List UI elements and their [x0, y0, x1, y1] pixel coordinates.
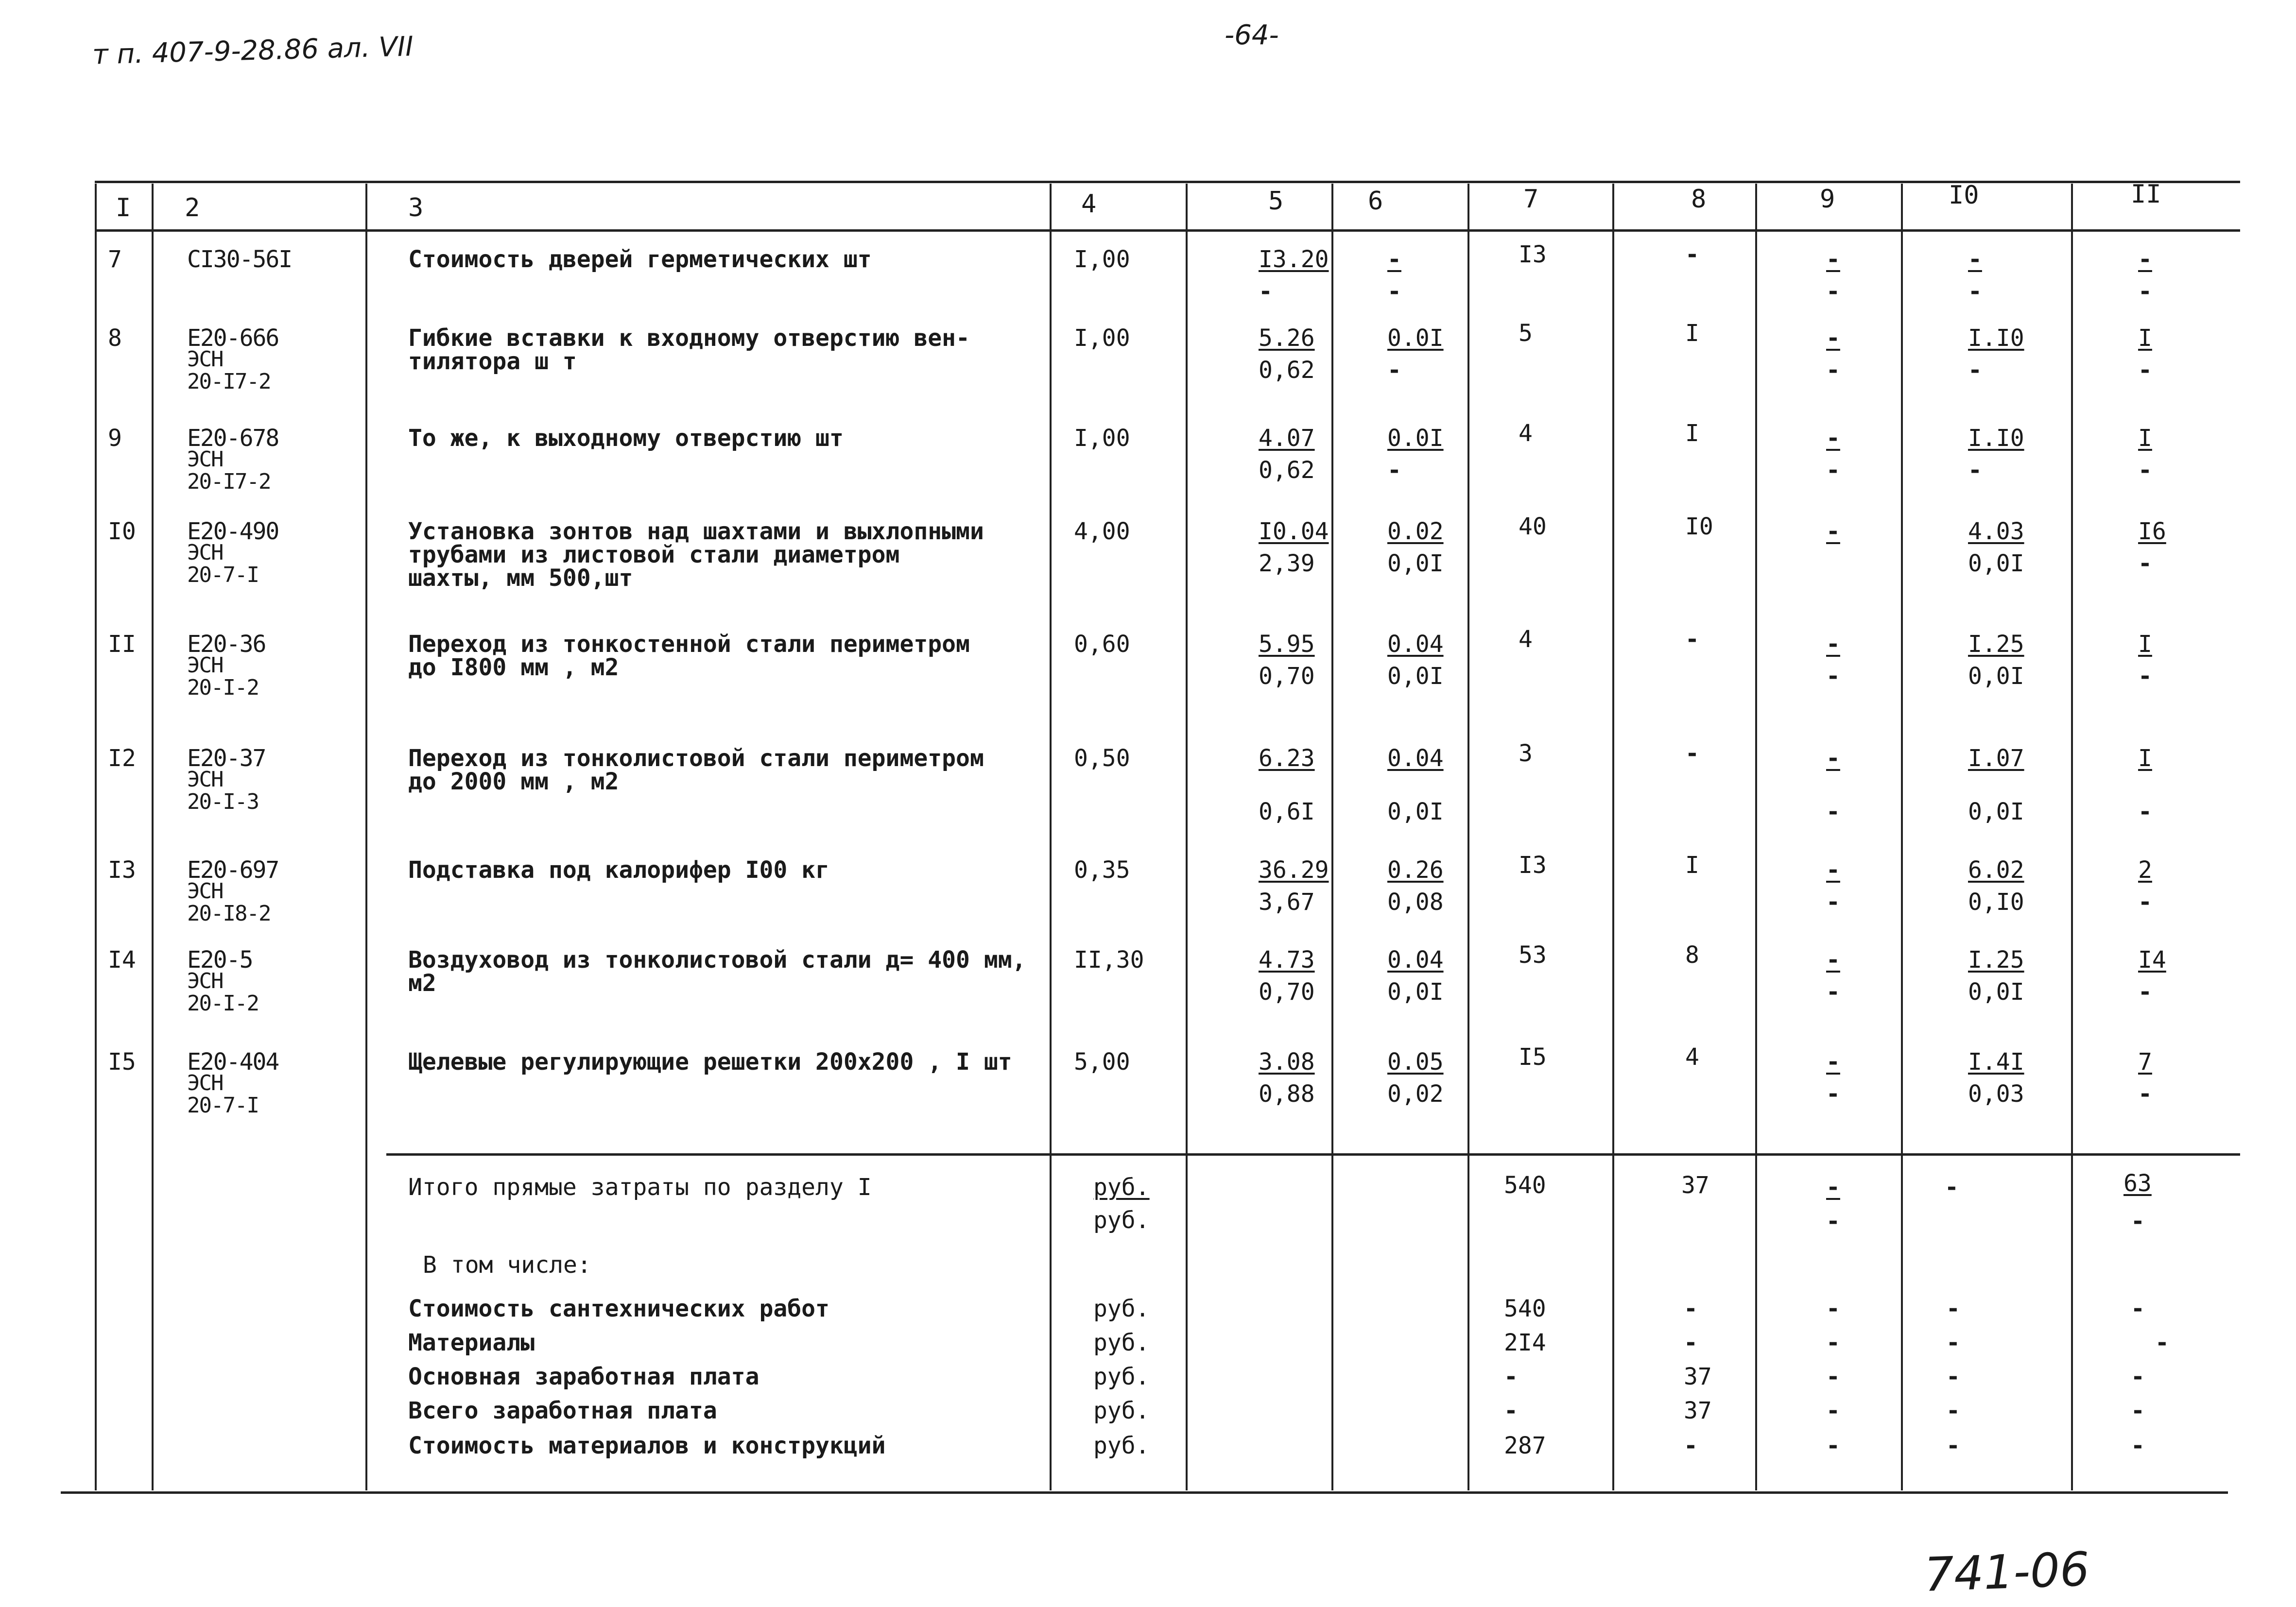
- quantity: II,30: [1074, 946, 1144, 974]
- summary-line-c11: -: [2131, 1397, 2145, 1424]
- c6-value-bottom: 0,0I: [1387, 663, 1444, 690]
- summary-line-label: Основная заработная плата: [408, 1363, 760, 1390]
- c7-value: I3: [1519, 852, 1547, 879]
- summary-total-c9-top: -: [1826, 1174, 1840, 1201]
- row-number: 7: [108, 246, 122, 273]
- summary-line-c11: -: [2131, 1363, 2145, 1390]
- col-border-1: [152, 184, 154, 1490]
- row-number: I0: [108, 518, 136, 545]
- item-code-ref: ЭСН: [187, 969, 223, 993]
- c10-value-top: 6.02: [1968, 856, 2024, 884]
- c7-value: I3: [1519, 241, 1547, 268]
- item-description: до I800 мм , м2: [408, 654, 619, 681]
- item-code: Е20-490: [187, 518, 279, 545]
- c9-value-top: -: [1826, 325, 1840, 352]
- item-code-ref: ЭСН: [187, 447, 223, 472]
- c10-value-top: I.25: [1968, 946, 2024, 974]
- summary-line-c11: -: [2131, 1295, 2145, 1322]
- col-border-4: [1186, 184, 1188, 1490]
- row-number: I5: [108, 1048, 136, 1076]
- c5-value-bottom: -: [1259, 278, 1273, 305]
- item-description: Подставка под калорифер I00 кг: [408, 856, 829, 884]
- header-bottom-border: [95, 229, 2240, 232]
- c9-value-bottom: -: [1826, 278, 1840, 305]
- c6-value-top: -: [1387, 246, 1401, 273]
- col-header-11: II: [2131, 180, 2161, 209]
- summary-line-label: Всего заработная плата: [408, 1397, 717, 1424]
- row-number: II: [108, 631, 136, 658]
- quantity: 0,35: [1074, 856, 1130, 884]
- c10-value-top: I.I0: [1968, 325, 2024, 352]
- c11-value-bottom: -: [2138, 889, 2152, 916]
- c11-value-bottom: -: [2138, 798, 2152, 825]
- summary-total-c7: 540: [1504, 1172, 1546, 1199]
- c8-value: 4: [1685, 1043, 1699, 1071]
- c5-value-top: I3.20: [1259, 246, 1329, 273]
- item-code-ref: ЭСН: [187, 1071, 223, 1095]
- c5-value-top: 5.95: [1259, 631, 1315, 658]
- c6-value-top: 0.26: [1387, 856, 1444, 884]
- c8-value: I0: [1685, 513, 1713, 540]
- summary-line-c9: -: [1826, 1432, 1840, 1459]
- c11-value-top: I: [2138, 631, 2152, 658]
- c6-value-bottom: 0,08: [1387, 889, 1444, 916]
- c9-value-bottom: -: [1826, 663, 1840, 690]
- c6-value-top: 0.0I: [1387, 425, 1444, 452]
- document-reference: т п. 407-9-28.86 ал. VII: [92, 31, 414, 71]
- c6-value-bottom: -: [1387, 357, 1401, 384]
- c10-value-top: -: [1968, 246, 1982, 273]
- item-code-ref: ЭСН: [187, 347, 223, 372]
- item-description: То же, к выходному отверстию шт: [408, 425, 844, 452]
- summary-line-c10: -: [1946, 1295, 1960, 1322]
- item-description: м2: [408, 970, 436, 997]
- summary-line-c10: -: [1946, 1329, 1960, 1356]
- summary-line-label: Материалы: [408, 1329, 535, 1356]
- summary-total-c8: 37: [1681, 1172, 1709, 1199]
- item-description: шахты, мм 500,шт: [408, 564, 633, 592]
- c7-value: 40: [1519, 513, 1547, 540]
- c10-value-bottom: 0,0I: [1968, 663, 2024, 690]
- col-header-9: 9: [1820, 185, 1835, 214]
- c6-value-bottom: -: [1387, 457, 1401, 484]
- c9-value-bottom: -: [1826, 457, 1840, 484]
- c6-value-bottom: 0,0I: [1387, 798, 1444, 825]
- row-number: I4: [108, 946, 136, 974]
- item-description: до 2000 мм , м2: [408, 768, 619, 795]
- c11-value-bottom: -: [2138, 1080, 2152, 1108]
- quantity: I,00: [1074, 425, 1130, 452]
- c10-value-bottom: 0,0I: [1968, 798, 2024, 825]
- summary-line-c8: -: [1684, 1432, 1698, 1459]
- summary-total-unit-1: руб.: [1093, 1174, 1150, 1201]
- c5-value-bottom: 0,62: [1259, 357, 1315, 384]
- c5-value-top: 4.07: [1259, 425, 1315, 452]
- c5-value-bottom: 0,70: [1259, 978, 1315, 1006]
- summary-line-c8: -: [1684, 1295, 1698, 1322]
- summary-line-c9: -: [1826, 1397, 1840, 1424]
- c9-value-bottom: -: [1826, 798, 1840, 825]
- c10-value-top: I.07: [1968, 745, 2024, 772]
- c10-value-bottom: -: [1968, 278, 1982, 305]
- col-header-2: 2: [185, 193, 200, 222]
- row-number: 9: [108, 425, 122, 452]
- c6-value-top: 0.0I: [1387, 325, 1444, 352]
- item-code: Е20-37: [187, 745, 266, 772]
- c11-value-bottom: -: [2138, 457, 2152, 484]
- item-code: Е20-666: [187, 325, 279, 352]
- col-header-6: 6: [1368, 187, 1383, 216]
- item-code-ref: ЭСН: [187, 879, 223, 904]
- summary-line-c10: -: [1946, 1432, 1960, 1459]
- summary-total-c11-bottom: -: [2131, 1208, 2145, 1235]
- c7-value: 4: [1519, 420, 1533, 447]
- c5-value-top: 4.73: [1259, 946, 1315, 974]
- summary-line-c7: 2I4: [1504, 1329, 1546, 1356]
- c11-value-top: -: [2138, 246, 2152, 273]
- quantity: 4,00: [1074, 518, 1130, 545]
- c10-value-top: I.4I: [1968, 1048, 2024, 1076]
- c6-value-top: 0.04: [1387, 745, 1444, 772]
- col-header-7: 7: [1523, 185, 1539, 214]
- summary-line-unit: руб.: [1093, 1329, 1150, 1356]
- col-header-3: 3: [408, 193, 424, 222]
- c9-value-top: -: [1826, 425, 1840, 452]
- c6-value-top: 0.04: [1387, 631, 1444, 658]
- c5-value-bottom: 2,39: [1259, 550, 1315, 577]
- item-description: Гибкие вставки к входному отверстию вен-: [408, 325, 970, 352]
- c11-value-top: I: [2138, 325, 2152, 352]
- item-code-ref: 20-I8-2: [187, 901, 271, 926]
- summary-total-unit-2: руб.: [1093, 1207, 1150, 1234]
- c9-value-bottom: -: [1826, 889, 1840, 916]
- item-code-ref: 20-7-I: [187, 1093, 259, 1118]
- c7-value: I5: [1519, 1043, 1547, 1071]
- summary-line-unit: руб.: [1093, 1432, 1150, 1459]
- summary-total-c10: -: [1945, 1174, 1959, 1201]
- c11-value-top: I: [2138, 425, 2152, 452]
- summary-line-unit: руб.: [1093, 1363, 1150, 1390]
- c5-value-top: 6.23: [1259, 745, 1315, 772]
- quantity: 0,60: [1074, 631, 1130, 658]
- c11-value-bottom: -: [2138, 663, 2152, 690]
- col-border-9: [1901, 184, 1903, 1490]
- summary-line-c10: -: [1946, 1363, 1960, 1390]
- summary-line-c7: -: [1504, 1397, 1518, 1424]
- summary-line-c11: -: [2155, 1329, 2169, 1356]
- summary-total-label: Итого прямые затраты по разделу I: [408, 1174, 872, 1201]
- summary-line-c11: -: [2131, 1432, 2145, 1459]
- c9-value-top: -: [1826, 631, 1840, 658]
- c5-value-bottom: 0,6I: [1259, 798, 1315, 825]
- c5-value-bottom: 0,70: [1259, 663, 1315, 690]
- col-border-8: [1755, 184, 1757, 1490]
- c7-value: 4: [1519, 626, 1533, 653]
- col-header-10: I0: [1949, 181, 1979, 210]
- c8-value: -: [1685, 626, 1699, 653]
- c10-value-bottom: 0,03: [1968, 1080, 2024, 1108]
- c10-value-bottom: 0,I0: [1968, 889, 2024, 916]
- c10-value-top: I.25: [1968, 631, 2024, 658]
- c8-value: -: [1685, 241, 1699, 268]
- item-description: Воздуховод из тонколистовой стали д= 400 мм,: [408, 946, 1026, 974]
- c7-value: 53: [1519, 941, 1547, 969]
- c5-value-bottom: 3,67: [1259, 889, 1315, 916]
- item-description: трубами из листовой стали диаметром: [408, 541, 900, 568]
- col-header-8: 8: [1691, 185, 1707, 214]
- c6-value-bottom: -: [1387, 278, 1401, 305]
- item-code: Е20-404: [187, 1048, 279, 1076]
- summary-line-c7: -: [1504, 1363, 1518, 1390]
- c10-value-bottom: -: [1968, 357, 1982, 384]
- c6-value-top: 0.04: [1387, 946, 1444, 974]
- summary-line-unit: руб.: [1093, 1397, 1150, 1424]
- c9-value-bottom: -: [1826, 978, 1840, 1006]
- row-number: 8: [108, 325, 122, 352]
- item-code-ref: 20-I7-2: [187, 369, 271, 394]
- c11-value-top: I6: [2138, 518, 2166, 545]
- row-number: I2: [108, 745, 136, 772]
- col-border-10: [2071, 184, 2073, 1490]
- row-number: I3: [108, 856, 136, 884]
- summary-line-c8: 37: [1684, 1363, 1712, 1390]
- quantity: 5,00: [1074, 1048, 1130, 1076]
- item-description: Установка зонтов над шахтами и выхлопными: [408, 518, 984, 545]
- summary-line-c7: 287: [1504, 1432, 1546, 1459]
- summary-divider: [386, 1153, 2240, 1156]
- c5-value-top: I0.04: [1259, 518, 1329, 545]
- summary-including-label: В том числе:: [423, 1251, 591, 1279]
- c8-value: I: [1685, 320, 1699, 347]
- summary-line-c9: -: [1826, 1363, 1840, 1390]
- item-code: Е20-697: [187, 856, 279, 884]
- c6-value-top: 0.05: [1387, 1048, 1444, 1076]
- col-border-2: [365, 184, 367, 1490]
- c8-value: 8: [1685, 941, 1699, 969]
- summary-total-c11-top: 63: [2123, 1170, 2152, 1197]
- c5-value-bottom: 0,62: [1259, 457, 1315, 484]
- col-header-4: 4: [1081, 189, 1097, 219]
- quantity: 0,50: [1074, 745, 1130, 772]
- c10-value-top: I.I0: [1968, 425, 2024, 452]
- c11-value-bottom: -: [2138, 278, 2152, 305]
- summary-line-c9: -: [1826, 1329, 1840, 1356]
- c9-value-top: -: [1826, 1048, 1840, 1076]
- summary-line-c7: 540: [1504, 1295, 1546, 1322]
- c9-value-top: -: [1826, 518, 1840, 545]
- c5-value-top: 5.26: [1259, 325, 1315, 352]
- table-top-border: [95, 181, 2240, 183]
- c7-value: 3: [1519, 740, 1533, 767]
- archive-number: 741-06: [1923, 1542, 2090, 1602]
- item-code-ref: 20-I-2: [187, 675, 259, 700]
- item-code-ref: 20-I7-2: [187, 469, 271, 494]
- item-description: тилятора ш т: [408, 348, 577, 375]
- c8-value: I: [1685, 420, 1699, 447]
- summary-line-c10: -: [1946, 1397, 1960, 1424]
- c5-value-bottom: 0,88: [1259, 1080, 1315, 1108]
- col-header-1: I: [116, 193, 131, 222]
- quantity: I,00: [1074, 246, 1130, 273]
- item-code-ref: ЭСН: [187, 653, 223, 678]
- summary-line-c9: -: [1826, 1295, 1840, 1322]
- c9-value-top: -: [1826, 856, 1840, 884]
- quantity: I,00: [1074, 325, 1130, 352]
- c11-value-top: 2: [2138, 856, 2152, 884]
- item-description: Стоимость дверей герметических шт: [408, 246, 872, 273]
- item-code: Е20-5: [187, 946, 253, 974]
- c9-value-bottom: -: [1826, 1080, 1840, 1108]
- col-border-6: [1467, 184, 1469, 1490]
- summary-line-label: Стоимость сантехнических работ: [408, 1295, 829, 1322]
- c10-value-bottom: -: [1968, 457, 1982, 484]
- item-code-ref: ЭСН: [187, 540, 223, 565]
- c11-value-top: I: [2138, 745, 2152, 772]
- c6-value-bottom: 0,0I: [1387, 978, 1444, 1006]
- c10-value-bottom: 0,0I: [1968, 550, 2024, 577]
- item-description: Щелевые регулирующие решетки 200х200 , I шт: [408, 1048, 1012, 1076]
- col-border-0: [95, 184, 97, 1490]
- item-code-ref: 20-I-3: [187, 789, 259, 814]
- c8-value: -: [1685, 740, 1699, 767]
- item-description: Переход из тонколистовой стали периметром: [408, 745, 984, 772]
- item-code: СI30-56I: [187, 246, 292, 273]
- summary-line-label: Стоимость материалов и конструкций: [408, 1432, 886, 1459]
- c11-value-bottom: -: [2138, 357, 2152, 384]
- c11-value-top: I4: [2138, 946, 2166, 974]
- c6-value-bottom: 0,02: [1387, 1080, 1444, 1108]
- col-border-5: [1331, 184, 1333, 1490]
- c9-value-top: -: [1826, 745, 1840, 772]
- c7-value: 5: [1519, 320, 1533, 347]
- item-code-ref: ЭСН: [187, 767, 223, 792]
- col-header-5: 5: [1268, 187, 1284, 216]
- summary-line-unit: руб.: [1093, 1295, 1150, 1322]
- summary-total-c9-bottom: -: [1826, 1208, 1840, 1235]
- page-number: -64-: [1225, 19, 1279, 51]
- c11-value-bottom: -: [2138, 550, 2152, 577]
- table-bottom-border: [61, 1491, 2228, 1494]
- c8-value: I: [1685, 852, 1699, 879]
- c10-value-bottom: 0,0I: [1968, 978, 2024, 1006]
- summary-line-c8: -: [1684, 1329, 1698, 1356]
- c9-value-bottom: -: [1826, 357, 1840, 384]
- item-code-ref: 20-I-2: [187, 991, 259, 1016]
- col-border-7: [1612, 184, 1614, 1490]
- c11-value-bottom: -: [2138, 978, 2152, 1006]
- col-border-3: [1050, 184, 1052, 1490]
- c10-value-top: 4.03: [1968, 518, 2024, 545]
- item-code-ref: 20-7-I: [187, 563, 259, 587]
- c6-value-bottom: 0,0I: [1387, 550, 1444, 577]
- item-code: Е20-678: [187, 425, 279, 452]
- summary-line-c8: 37: [1684, 1397, 1712, 1424]
- c9-value-top: -: [1826, 246, 1840, 273]
- c6-value-top: 0.02: [1387, 518, 1444, 545]
- item-description: Переход из тонкостенной стали периметром: [408, 631, 970, 658]
- item-code: Е20-36: [187, 631, 266, 658]
- c5-value-top: 36.29: [1259, 856, 1329, 884]
- c5-value-top: 3.08: [1259, 1048, 1315, 1076]
- c11-value-top: 7: [2138, 1048, 2152, 1076]
- c9-value-top: -: [1826, 946, 1840, 974]
